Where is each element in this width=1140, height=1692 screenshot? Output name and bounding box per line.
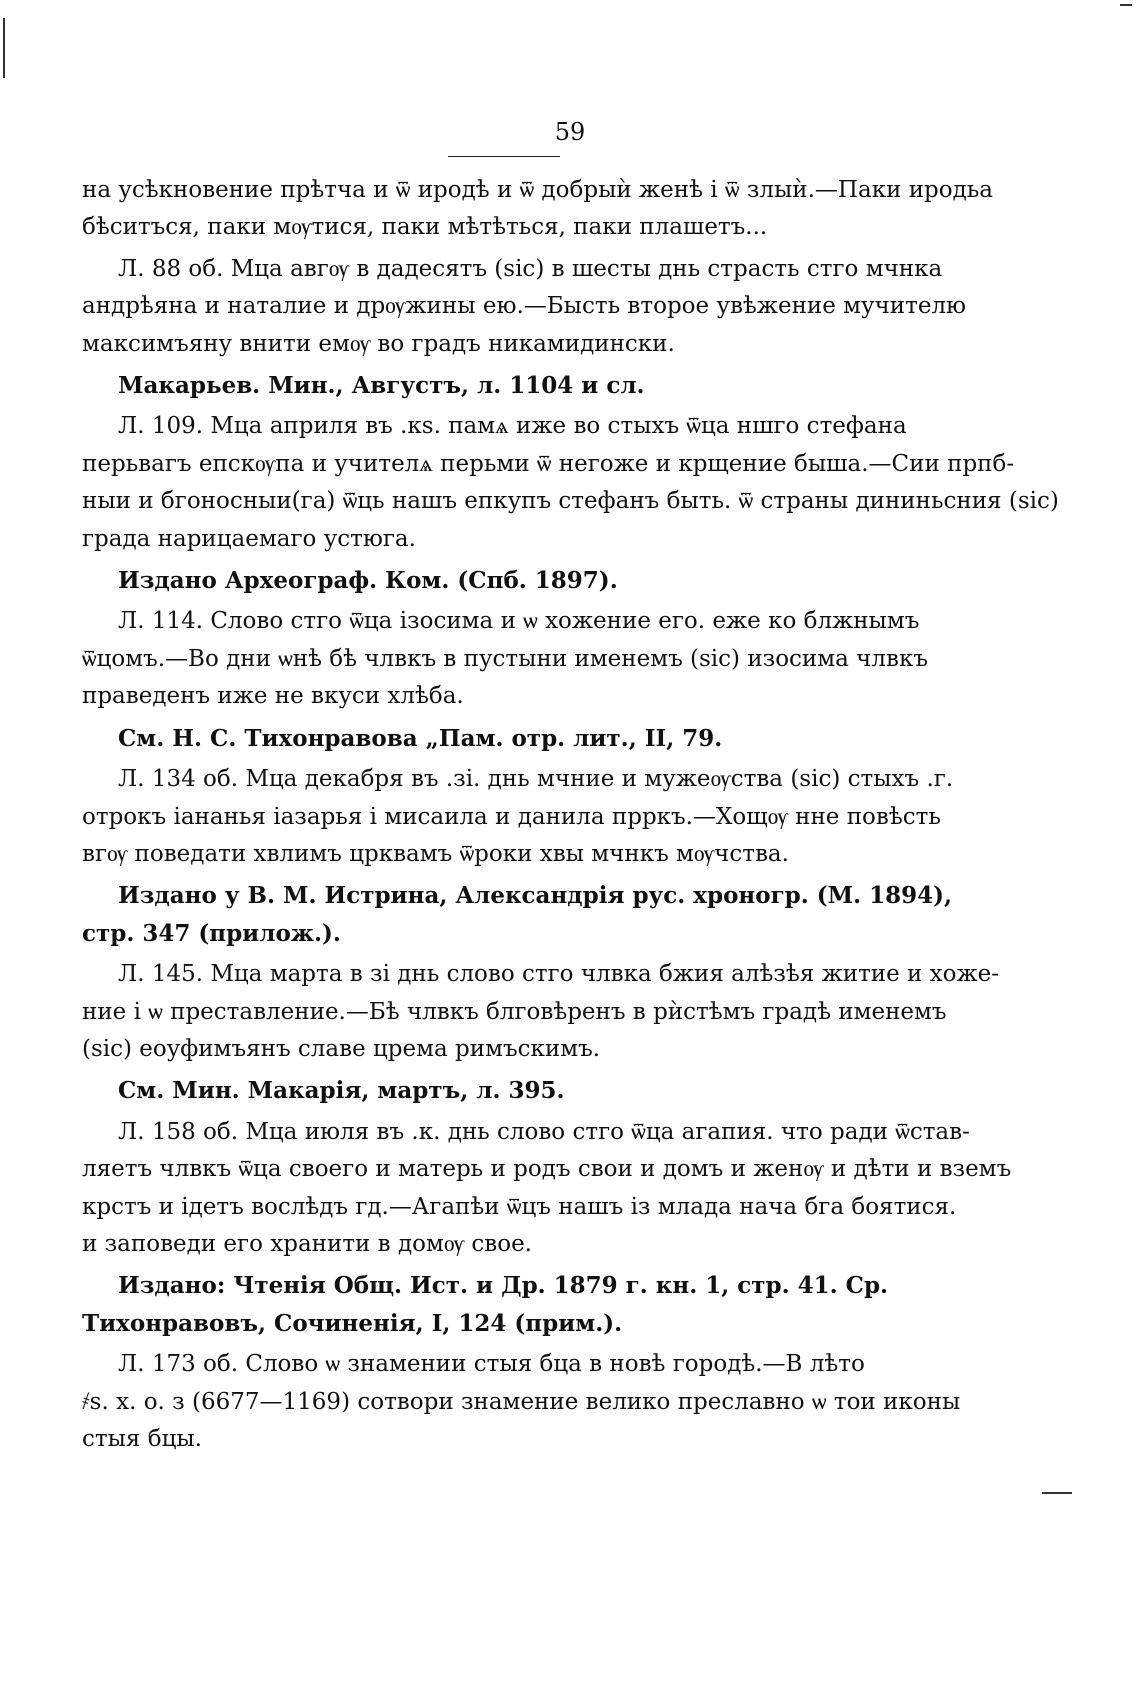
manuscript-entry — [82, 1114, 1012, 1264]
text-line: ѿцомъ.—Во дни ѡнѣ бѣ члвкъ в пустыни именемъ (sic) изосима члвкъ — [82, 645, 928, 672]
text-line: праведенъ иже не вкуси хлѣба. — [82, 683, 464, 710]
text-line: перьвагъ епскѹпа и учителѧ перьми ѿ негоже и крщение быша.—Сии прпб- — [82, 450, 1015, 477]
text-line: Л. 145. Мца марта в зі днь слово стго члвка бжия алѣзѣя житие и хоже- — [118, 961, 1000, 988]
text-line: крстъ и ідетъ вослѣдъ гд.—Агапѣи ѿцъ нашъ із млада нача бга боятися. — [82, 1193, 957, 1220]
source-note — [82, 367, 912, 404]
text-line: Л. 158 об. Мца июля въ .к. днь слово стго ѿца агапия. что ради ѿстав- — [118, 1118, 970, 1145]
scan-margin-mark — [1042, 1492, 1072, 1494]
text-line: стр. 347 (прилож.). — [82, 919, 341, 947]
text-line: отрокъ іананья іазарья і мисаила и данила прркъ.—Хощѹ нне повѣсть — [82, 803, 941, 830]
text-line: ляетъ члвкъ ѿца своего и матерь и родъ свои и домъ и женѹ и дѣти и вземъ — [82, 1156, 1012, 1183]
manuscript-entry — [82, 408, 1059, 558]
source-note — [82, 1072, 912, 1109]
manuscript-entry — [82, 603, 928, 715]
text-line: андрѣяна и наталие и дрѹжины ею.—Бысть второе увѣжение мучителю — [82, 293, 967, 320]
text-line: Тихонравовъ, Сочиненія, І, 124 (прим.). — [82, 1309, 623, 1337]
page-number-rule — [448, 156, 560, 157]
page-number: 59 — [554, 118, 586, 146]
source-note — [82, 1267, 912, 1342]
manuscript-entry — [82, 1346, 961, 1458]
scan-margin-mark — [1120, 4, 1132, 6]
manuscript-entry — [82, 172, 994, 247]
source-note — [82, 720, 912, 757]
scan-margin-mark — [3, 18, 5, 78]
text-line: ныи и бгоносныи(га) ѿць нашъ епкупъ стефанъ быть. ѿ страны дининьсния (sic) — [82, 488, 1059, 515]
text-line: на усѣкновение прѣтча и ѿ иродѣ и ѿ добрыѝ женѣ і ѿ злыѝ.—Паки иродьа — [82, 177, 994, 203]
manuscript-entry — [82, 761, 954, 873]
text-line: Л. 109. Мца априля въ .кѕ. памѧ иже во стыхъ ѿца ншго стефана — [118, 413, 907, 440]
source-note — [82, 562, 912, 599]
text-line: вгѹ поведати хвлимъ црквамъ ѿроки хвы мчнкъ мѹчства. — [82, 840, 789, 867]
manuscript-entry — [82, 251, 967, 363]
text-line: града нарицаемаго устюга. — [82, 525, 416, 552]
text-line: бѣситъся, паки мѹтися, паки мѣтѣться, паки плашетъ... — [82, 214, 768, 241]
text-line: ҂ѕ. х. о. з (6677—1169) сотвори знамение велико преславно ѡ тои иконы — [82, 1388, 961, 1415]
text-line: и заповеди его хранити в домѹ свое. — [82, 1230, 532, 1257]
text-line: стыя бцы. — [82, 1426, 202, 1452]
text-line: максимъяну внити емѹ во градъ никамидински. — [82, 330, 675, 357]
text-line: Издано у В. М. Истрина, Александрія рус. хроногр. (М. 1894), — [118, 882, 953, 910]
text-line: Л. 134 об. Мца декабря въ .зі. днь мчние и мужеѹства (sic) стыхъ .г. — [118, 766, 954, 793]
text-line: ние і ѡ преставление.—Бѣ члвкъ блговѣренъ в рѝстѣмъ градѣ именемъ — [82, 998, 947, 1025]
text-line: Издано: Чтенія Общ. Ист. и Др. 1879 г. кн. 1, стр. 41. Ср. — [118, 1272, 889, 1300]
text-line: Л. 173 об. Слово ѡ знамении стыя бца в новѣ городѣ.—В лѣто — [118, 1351, 865, 1378]
text-line: См. Н. С. Тихонравова „Пам. отр. лит., II, 79. — [118, 724, 723, 752]
page-body — [82, 172, 1059, 1462]
text-line: Л. 114. Слово стго ѿца ізосима и ѡ хожение его. еже ко блжнымъ — [118, 608, 920, 635]
text-line: Макарьев. Мин., Августъ, л. 1104 и сл. — [118, 372, 645, 400]
manuscript-entry — [82, 956, 1000, 1068]
text-line: (sic) еоуфимъянъ славе црема римъскимъ. — [82, 1035, 601, 1062]
text-line: Издано Археограф. Ком. (Спб. 1897). — [118, 567, 618, 595]
text-line: См. Мин. Макарія, мартъ, л. 395. — [118, 1077, 565, 1105]
source-note — [82, 877, 953, 952]
text-line: Л. 88 об. Мца авгѹ в дадесятъ (sic) в шесты днь страсть стго мчнка — [118, 255, 943, 282]
